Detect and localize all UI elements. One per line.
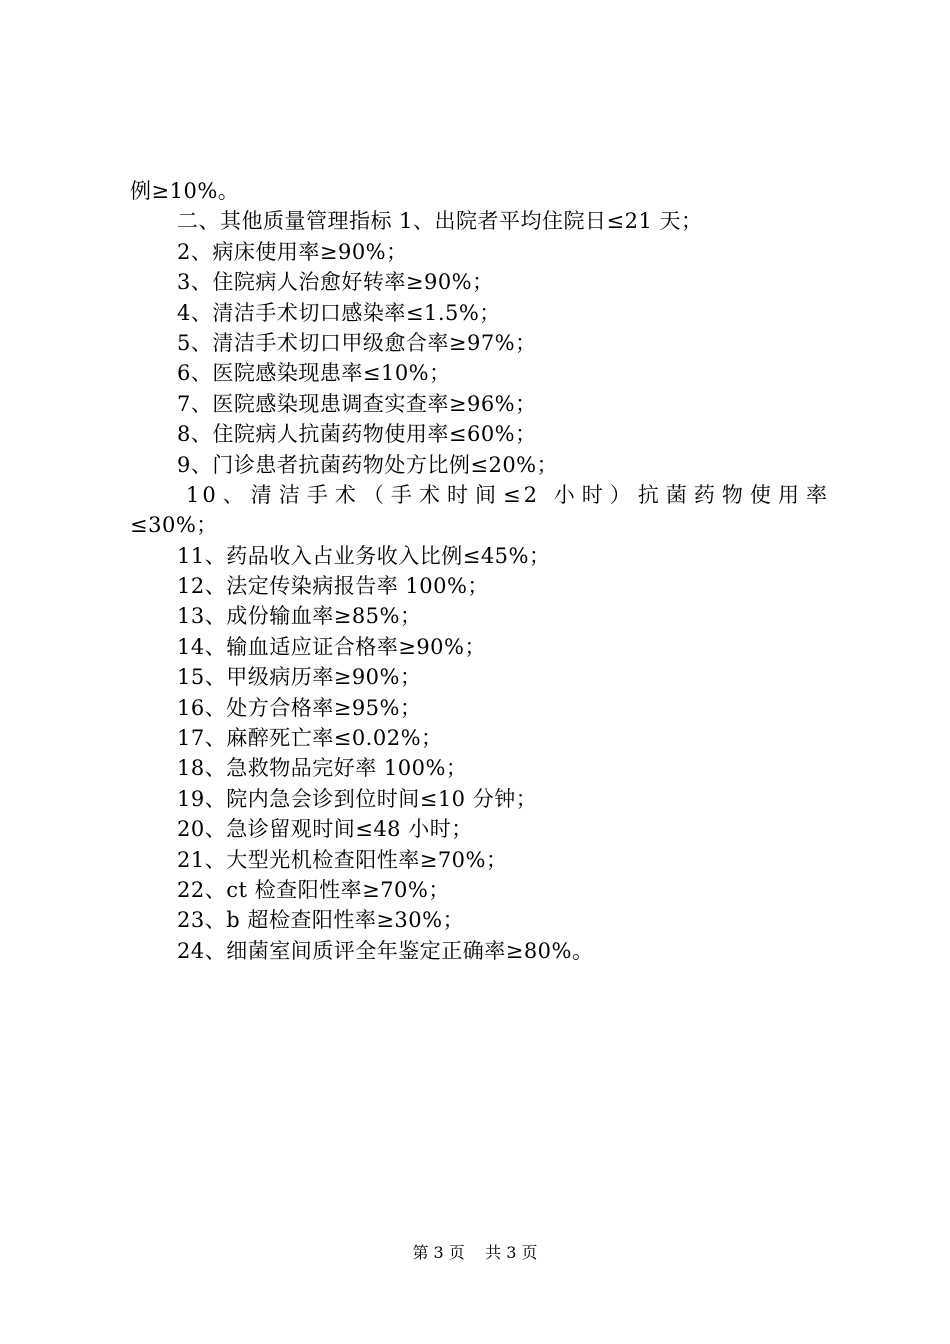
text-line-section-heading: 二、其他质量管理指标 1、出院者平均住院日≤21 天；: [177, 209, 703, 234]
text-line-item-24: 24、细菌室间质评全年鉴定正确率≥80%。: [177, 938, 594, 963]
text-line-item-19: 19、院内急会诊到位时间≤10 分钟；: [177, 786, 538, 811]
text-line-item-16: 16、处方合格率≥95%；: [177, 695, 422, 720]
text-line-continuation: 例≥10%。: [130, 179, 240, 203]
text-line-item-9: 9、门诊患者抗菌药物处方比例≤20%；: [177, 452, 559, 477]
document-body: [130, 176, 830, 966]
text-line-item-14: 14、输血适应证合格率≥90%；: [177, 634, 486, 659]
text-line-item-12: 12、法定传染病报告率 100%；: [177, 574, 489, 599]
text-line-item-5: 5、清洁手术切口甲级愈合率≥97%；: [177, 330, 537, 355]
text-line-item-23: 23、b 超检查阳性率≥30%；: [177, 908, 465, 933]
text-line-item-18: 18、急救物品完好率 100%；: [177, 756, 468, 781]
text-line-item-22: 22、ct 检查阳性率≥70%；: [177, 877, 450, 902]
page-number-label: 第 3 页: [412, 1243, 465, 1262]
text-line-item-8: 8、住院病人抗菌药物使用率≤60%；: [177, 422, 537, 447]
text-line-item-4: 4、清洁手术切口感染率≤1.5%；: [177, 300, 501, 325]
text-line-item-2: 2、病床使用率≥90%；: [177, 239, 408, 264]
footer-spacer: [470, 1243, 480, 1262]
text-line-item-10: 10、清洁手术（手术时间≤2 小时）抗菌药物使用率: [186, 482, 830, 507]
text-line-item-20: 20、急诊留观时间≤48 小时；: [177, 817, 473, 842]
text-line-item-13: 13、成份输血率≥85%；: [177, 604, 422, 629]
text-line-item-10-continuation: ≤30%；: [130, 513, 218, 538]
text-line-item-6: 6、医院感染现患率≤10%；: [177, 361, 451, 386]
text-line-item-11: 11、药品收入占业务收入比例≤45%；: [177, 543, 551, 568]
text-line-item-3: 3、住院病人治愈好转率≥90%；: [177, 270, 494, 295]
text-line-item-15: 15、甲级病历率≥90%；: [177, 665, 422, 690]
text-line-item-7: 7、医院感染现患调查实查率≥96%；: [177, 391, 537, 416]
page-total-label: 共 3 页: [485, 1243, 538, 1262]
text-line-item-17: 17、麻醉死亡率≤0.02%；: [177, 726, 443, 751]
text-line-item-21: 21、大型光机检查阳性率≥70%；: [177, 847, 508, 872]
page-footer: [0, 1243, 950, 1263]
